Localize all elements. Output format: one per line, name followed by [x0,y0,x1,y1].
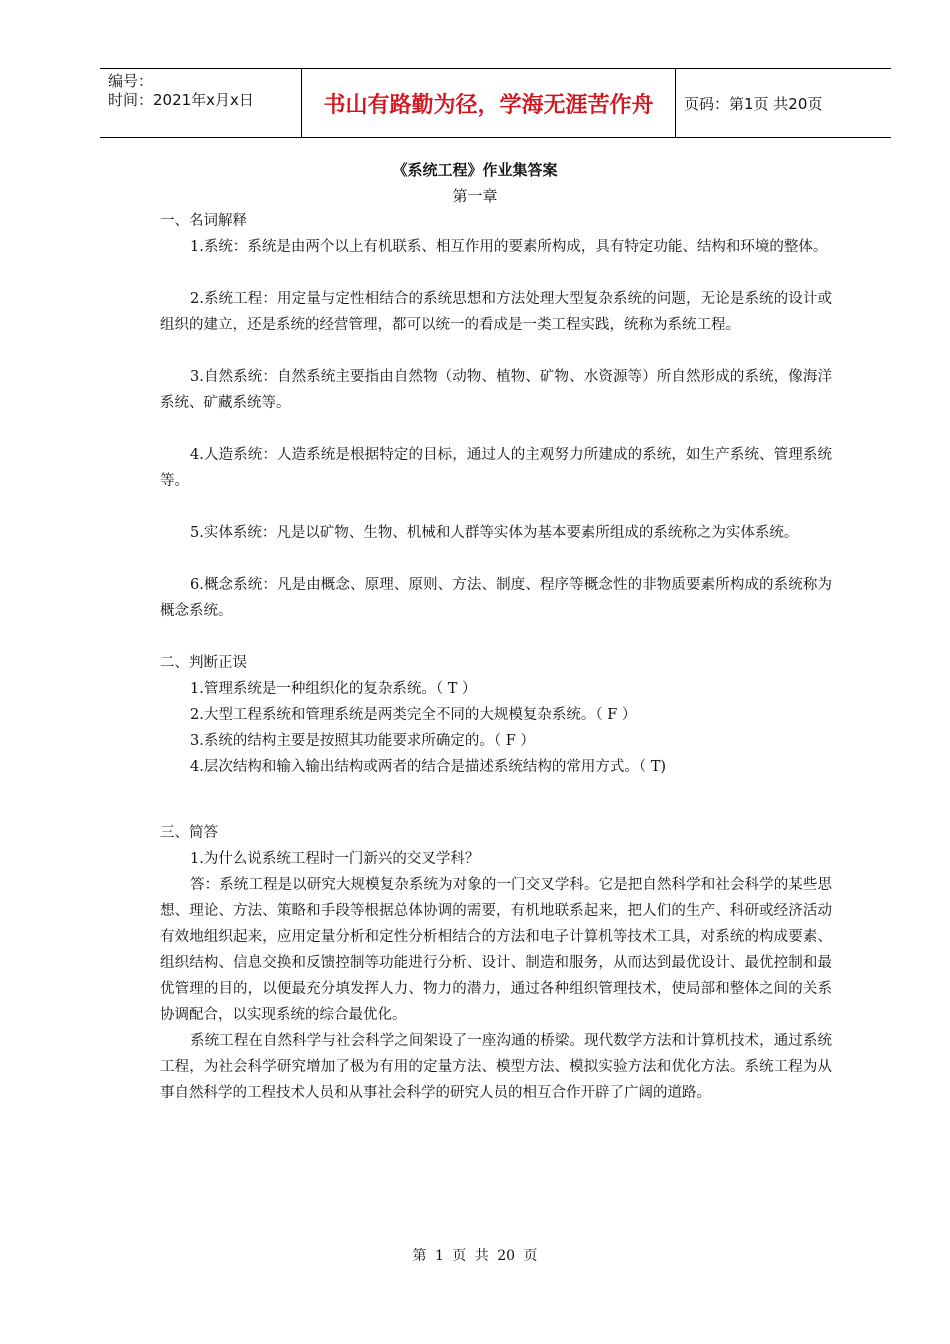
header-meta [100,69,302,137]
section-heading: 一、名词解释 [160,213,247,229]
definition-item: 5.实体系统：凡是以矿物、生物、机械和人群等实体为基本要素所组成的系统称之为实体系统。 [190,525,799,541]
header-motto: 书山有路勤为径，学海无涯苦作舟 [302,69,676,137]
definition-item: 1.系统：系统是由两个以上有机联系、相互作用的要素所构成，具有特定功能、结构和环境的整体。 [190,239,828,255]
true-false-item: 1.管理系统是一种组织化的复杂系统。（ T ） [190,681,477,697]
answer-paragraph: 答：系统工程是以研究大规模复杂系统为对象的一门交叉学科。它是把自然科学和社会科学的某些思想、理论、方法、策略和手段等根据总体协调的需要，有机地联系起来，把人们的生产、科研或经济活动有效地组织起来，应用定量分析和定性分析相结合的方法和电子计算机等技术工具，对系统的构成要素、组织结构、信息交换和反馈控制等功能进行分析、设计、制造和服务，从而达到最优设计、最优控制和最优管理的目的，以便最充分填发挥人力、物力的潜力，通过各种组织管理技术，使局部和整体之间的关系协调配合，以实现系统的综合最优化。 [160,877,832,1023]
document-header [100,68,891,138]
section-heading: 二、判断正误 [160,655,247,671]
answer-paragraph: 系统工程在自然科学与社会科学之间架设了一座沟通的桥梁。现代数学方法和计算机技术，通过系统工程，为社会科学研究增加了极为有用的定量方法、模型方法、模拟实验方法和优化方法。系统工程为从事自然科学的工程技术人员和从事社会科学的研究人员的相互合作开辟了广阔的道路。 [160,1033,832,1101]
true-false-item: 3.系统的结构主要是按照其功能要求所确定的。（ F ） [190,733,535,749]
true-false-item: 2.大型工程系统和管理系统是两类完全不同的大规模复杂系统。（ F ） [190,707,637,723]
section-heading: 三、简答 [160,825,218,841]
document-body [160,208,832,1106]
definition-item: 2.系统工程：用定量与定性相结合的系统思想和方法处理大型复杂系统的问题，无论是系统的设计或组织的建立，还是系统的经营管理，都可以统一的看成是一类工程实践，统称为系统工程。 [160,291,832,333]
definition-item: 4.人造系统：人造系统是根据特定的目标，通过人的主观努力所建成的系统，如生产系统、管理系统等。 [160,447,832,489]
page-footer: 第 1 页 共 20 页 [412,1248,538,1264]
header-page-code: 页码：第1页 共20页 [684,94,823,113]
chapter-heading: 第一章 [452,187,498,205]
definition-item: 6.概念系统：凡是由概念、原理、原则、方法、制度、程序等概念性的非物质要素所构成的系统称为概念系统。 [160,577,832,619]
time-label: 时间：2021年x月x日 [108,91,254,109]
true-false-item: 4.层次结构和输入输出结构或两者的结合是描述系统结构的常用方式。（ T) [190,759,667,775]
question-text: 1.为什么说系统工程时一门新兴的交叉学科？ [190,851,480,867]
definition-item: 3.自然系统：自然系统主要指由自然物（动物、植物、矿物、水资源等）所自然形成的系统，像海洋系统、矿藏系统等。 [160,369,832,411]
number-label: 编号： [108,72,154,90]
document-title: 《系统工程》作业集答案 [392,161,558,179]
